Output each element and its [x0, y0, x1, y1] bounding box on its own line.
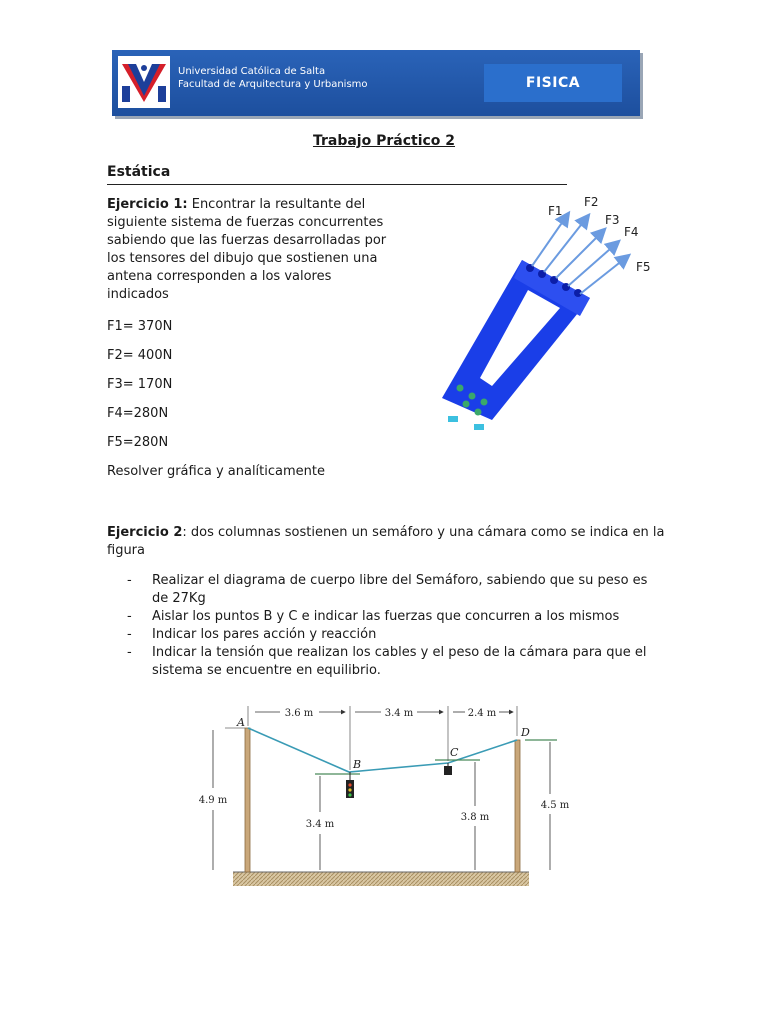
label-f4: F4 — [624, 225, 639, 239]
force-item: F4=280N — [107, 406, 169, 421]
section-divider — [107, 184, 567, 185]
point-c: C — [450, 746, 459, 759]
university-logo — [118, 56, 170, 108]
instruction: Resolver gráfica y analíticamente — [107, 464, 325, 479]
bullet-marker: - — [127, 573, 132, 588]
dim-height-c: 3.8 m — [460, 812, 490, 823]
camera — [444, 763, 452, 775]
point-d: D — [521, 726, 530, 739]
dim-height-b: 3.4 m — [305, 819, 335, 830]
column-a — [245, 728, 250, 872]
section-heading: Estática — [107, 164, 171, 180]
bullet-marker: - — [127, 627, 132, 642]
force-item: F1= 370N — [107, 319, 173, 334]
dim-height-d: 4.5 m — [540, 800, 570, 811]
task-list — [127, 572, 667, 680]
antenna-figure — [430, 190, 670, 440]
exercise2-text — [107, 524, 667, 560]
subject-label: FISICA — [484, 64, 622, 102]
bullet-marker: - — [127, 609, 132, 624]
force-item: F3= 170N — [107, 377, 173, 392]
task-item: - Indicar los pares acción y reacción — [127, 627, 377, 642]
ground — [233, 872, 529, 886]
task-item: - Indicar la tensión que realizan los cables y el peso de la cámara para que el sistema se encuentre en equilibrio. — [127, 645, 647, 678]
exercise1-text — [107, 196, 397, 304]
label-f3: F3 — [605, 213, 620, 227]
label-f5: F5 — [636, 260, 651, 274]
dim-bc: 3.4 m — [384, 708, 414, 719]
label-f1: F1 — [548, 204, 563, 218]
exercise2-statement: : dos columnas sostienen un semáforo y una cámara como se indica en la figura — [107, 525, 665, 558]
exercise1-label: Ejercicio 1: — [107, 197, 188, 212]
faculty-name: Facultad de Arquitectura y Urbanismo — [178, 79, 368, 90]
university-name: Universidad Católica de Salta — [178, 66, 326, 77]
dim-cd: 2.4 m — [467, 708, 497, 719]
traffic-light-figure — [195, 696, 585, 891]
dim-height-a: 4.9 m — [198, 795, 228, 806]
column-d — [515, 740, 520, 872]
cable — [248, 728, 517, 772]
force-item: F5=280N — [107, 435, 169, 450]
point-a: A — [237, 716, 245, 729]
header-banner — [112, 50, 640, 116]
task-item: - Aislar los puntos B y C e indicar las fuerzas que concurren a los mismos — [127, 609, 620, 624]
label-f2: F2 — [584, 195, 599, 209]
university-name-block — [178, 65, 368, 91]
dim-ab: 3.6 m — [284, 708, 314, 719]
point-b: B — [353, 758, 362, 771]
traffic-light — [346, 772, 354, 798]
force-item: F2= 400N — [107, 348, 173, 363]
task-item: - Realizar el diagrama de cuerpo libre del Semáforo, sabiendo que su peso es de 27Kg — [127, 573, 648, 606]
bullet-marker: - — [127, 645, 132, 660]
page-title: Trabajo Práctico 2 — [312, 133, 456, 149]
exercise2-label: Ejercicio 2 — [107, 525, 183, 540]
force-list — [107, 318, 325, 492]
exercise1-statement: Encontrar la resultante del siguiente sistema de fuerzas concurrentes sabiendo que las fuerzas desarrolladas por los tensores del dibujo que sostienen una antena corresponden a los valores indicados — [107, 197, 387, 302]
